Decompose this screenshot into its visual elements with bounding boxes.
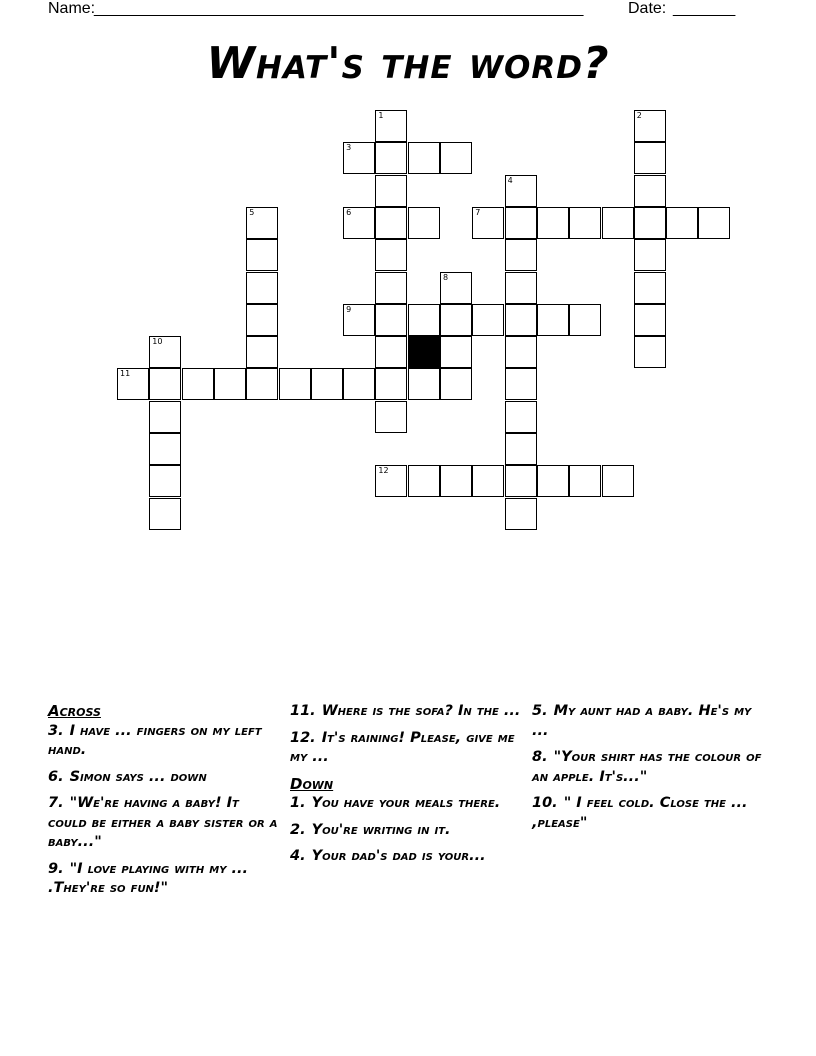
crossword-cell[interactable] (505, 272, 537, 304)
crossword-cell[interactable] (505, 336, 537, 368)
crossword-cell[interactable] (149, 465, 181, 497)
crossword-cell[interactable] (408, 142, 440, 174)
crossword-cell[interactable] (375, 175, 407, 207)
clue-text: Where is the sofa? In the ... (321, 703, 521, 719)
crossword-cell[interactable] (408, 304, 440, 336)
crossword-cell[interactable] (246, 368, 278, 400)
crossword-cell[interactable] (375, 110, 407, 142)
crossword-cell[interactable] (666, 207, 698, 239)
clue-text: "We're having a baby! It could be either a baby sister or a baby..." (48, 795, 278, 850)
crossword-cell[interactable] (149, 433, 181, 465)
crossword-cell[interactable] (375, 368, 407, 400)
crossword-cell[interactable] (505, 304, 537, 336)
clue-across-12 (290, 729, 522, 768)
crossword-cell[interactable] (602, 207, 634, 239)
clue-number: 4. (290, 848, 306, 864)
crossword-cell[interactable] (375, 336, 407, 368)
clue-number: 5. (532, 703, 548, 719)
crossword-cell[interactable] (375, 304, 407, 336)
clue-across-11 (290, 702, 522, 722)
blocked-cell (408, 336, 440, 368)
clue-number-label: 10 (152, 337, 163, 347)
clue-number: 9. (48, 860, 64, 877)
date-label: Date: (628, 0, 667, 17)
crossword-cell[interactable] (634, 110, 666, 142)
clue-number: 11. (290, 703, 316, 719)
clue-down-1 (290, 794, 522, 814)
crossword-cell[interactable] (149, 336, 181, 368)
clue-number: 12. (290, 729, 316, 746)
crossword-cell[interactable] (472, 465, 504, 497)
crossword-cell[interactable] (408, 368, 440, 400)
clue-text: "I love playing with my ... .They're so fun!" (48, 860, 249, 896)
clue-number-label: 3 (346, 143, 352, 153)
clue-down-4 (290, 847, 522, 867)
crossword-cell[interactable] (375, 465, 407, 497)
across-heading: Across (48, 702, 101, 720)
clue-down-5 (532, 702, 772, 741)
crossword-cell[interactable] (569, 304, 601, 336)
crossword-cell[interactable] (569, 207, 601, 239)
crossword-cell[interactable] (343, 142, 375, 174)
crossword-cell[interactable] (537, 465, 569, 497)
clue-number-label: 9 (346, 304, 352, 314)
crossword-cell[interactable] (505, 433, 537, 465)
crossword-cell[interactable] (505, 207, 537, 239)
clue-text: "Your shirt has the colour of an apple. It's..." (532, 749, 762, 785)
crossword-cell[interactable] (117, 368, 149, 400)
clue-number: 3. (48, 722, 64, 739)
clues-column-2 (290, 702, 522, 874)
crossword-cell[interactable] (472, 207, 504, 239)
clue-text: You're writing in it. (311, 821, 451, 838)
crossword-cell[interactable] (440, 465, 472, 497)
clue-down-8 (532, 748, 772, 787)
crossword-cell[interactable] (440, 304, 472, 336)
name-field[interactable]: _______________________________________________________ (94, 0, 584, 17)
crossword-cell[interactable] (440, 336, 472, 368)
crossword-cell[interactable] (569, 465, 601, 497)
crossword-cell[interactable] (440, 368, 472, 400)
clue-number-label: 7 (475, 207, 481, 217)
clue-number: 2. (290, 821, 306, 838)
crossword-cell[interactable] (375, 272, 407, 304)
crossword-cell[interactable] (343, 304, 375, 336)
crossword-cell[interactable] (182, 368, 214, 400)
crossword-cell[interactable] (634, 239, 666, 271)
crossword-cell[interactable] (505, 401, 537, 433)
page-title: What's the word? (206, 38, 610, 89)
clue-text: You have your meals there. (311, 795, 501, 811)
clue-text: Your dad's dad is your... (311, 848, 486, 864)
clue-number: 8. (532, 749, 548, 765)
clue-number-label: 6 (346, 207, 352, 217)
crossword-cell[interactable] (279, 368, 311, 400)
crossword-cell[interactable] (375, 401, 407, 433)
crossword-cell[interactable] (246, 272, 278, 304)
crossword-cell[interactable] (505, 368, 537, 400)
clue-number-label: 11 (120, 369, 131, 379)
clue-across-7 (48, 794, 280, 853)
crossword-cell[interactable] (634, 142, 666, 174)
clue-number-label: 4 (507, 175, 513, 185)
clue-down-2 (290, 821, 522, 841)
crossword-cell[interactable] (634, 336, 666, 368)
crossword-cell[interactable] (634, 175, 666, 207)
crossword-cell[interactable] (602, 465, 634, 497)
clue-down-10 (532, 794, 772, 833)
clue-text: It's raining! Please, give me my ... (290, 729, 515, 765)
crossword-cell[interactable] (472, 304, 504, 336)
clue-number: 10. (532, 795, 558, 811)
crossword-cell[interactable] (505, 175, 537, 207)
crossword-cell[interactable] (537, 207, 569, 239)
crossword-cell[interactable] (505, 465, 537, 497)
crossword-cell[interactable] (408, 465, 440, 497)
crossword-cell[interactable] (343, 207, 375, 239)
crossword-cell[interactable] (375, 142, 407, 174)
crossword-cell[interactable] (505, 498, 537, 530)
clue-number-label: 8 (443, 272, 449, 282)
clue-number: 1. (290, 795, 306, 811)
crossword-cell[interactable] (408, 207, 440, 239)
clue-across-6 (48, 768, 280, 788)
crossword-cell[interactable] (634, 304, 666, 336)
crossword-cell[interactable] (634, 272, 666, 304)
clue-number-label: 1 (378, 111, 384, 120)
clue-number: 6. (48, 768, 64, 785)
crossword-cell[interactable] (440, 272, 472, 304)
crossword-cell[interactable] (440, 142, 472, 174)
crossword-cell[interactable] (698, 207, 730, 239)
date-field[interactable]: _______ (673, 0, 736, 17)
crossword-cell[interactable] (246, 207, 278, 239)
clue-across-9 (48, 860, 280, 899)
clue-across-3 (48, 722, 280, 761)
crossword-cell[interactable] (149, 368, 181, 400)
crossword-cell[interactable] (214, 368, 246, 400)
crossword-cell[interactable] (537, 304, 569, 336)
crossword-cell[interactable] (246, 239, 278, 271)
crossword-cell[interactable] (375, 239, 407, 271)
clues-column-1 (48, 702, 280, 906)
crossword-cell[interactable] (375, 207, 407, 239)
crossword-cell[interactable] (149, 498, 181, 530)
crossword-cell[interactable] (149, 401, 181, 433)
clue-text: My aunt had a baby. He's my ... (532, 703, 752, 739)
crossword-cell[interactable] (634, 207, 666, 239)
crossword-cell[interactable] (505, 239, 537, 271)
clue-number: 7. (48, 795, 64, 811)
clue-text: I have ... fingers on my left hand. (48, 722, 262, 758)
clue-text: " I feel cold. Close the ... ,please" (532, 795, 748, 831)
clue-text: Simon says ... down (69, 768, 207, 785)
crossword-cell[interactable] (246, 304, 278, 336)
clue-number-label: 12 (378, 466, 389, 476)
down-heading: Down (290, 774, 334, 793)
clue-number-label: 2 (636, 111, 642, 120)
crossword-cell[interactable] (311, 368, 343, 400)
crossword-cell[interactable] (246, 336, 278, 368)
clue-number-label: 5 (249, 207, 255, 217)
crossword-cell[interactable] (343, 368, 375, 400)
clues-column-3 (532, 702, 772, 840)
name-label: Name: (48, 0, 96, 17)
